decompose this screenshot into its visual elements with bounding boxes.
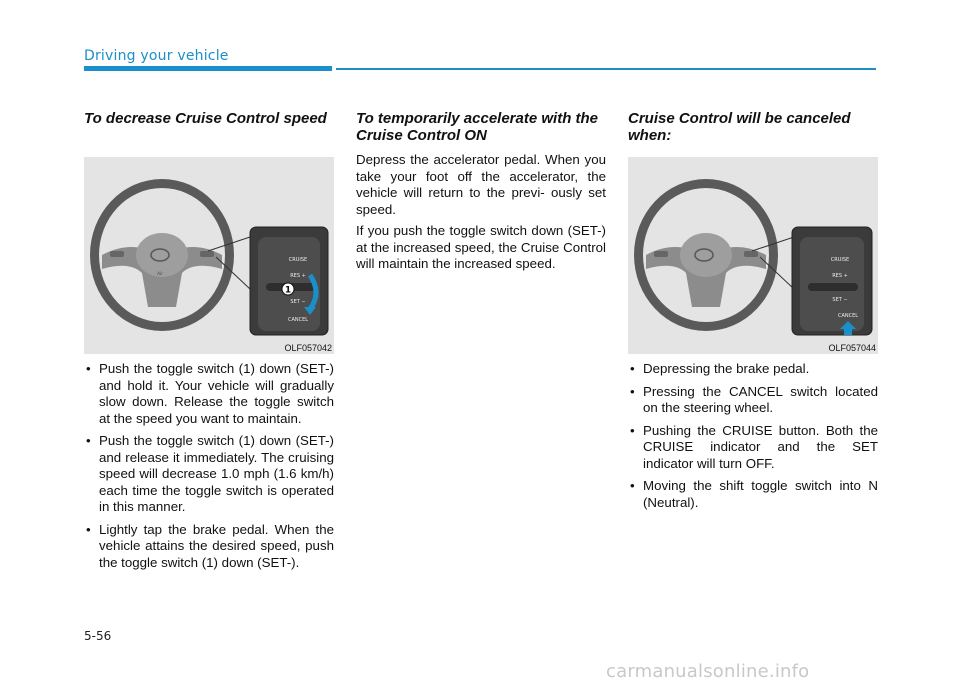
switch-label-res: RES + — [290, 273, 306, 279]
page-number: 5-56 — [84, 629, 112, 643]
switch-label-res: RES + — [832, 273, 848, 279]
switch-label-set: SET − — [290, 299, 306, 305]
switch-label-cruise: CRUISE — [288, 257, 308, 263]
list-item: • Pushing the CRUISE button. Both the CRUISE indicator and the SET indicator will turn OFF. — [630, 422, 878, 471]
header-rule-thick — [84, 66, 332, 71]
switch-label-cancel: CANCEL — [837, 313, 859, 319]
list-item: • Lightly tap the brake pedal. When the vehicle attains the desired speed, push the toggle switch (1) down (SET-). — [86, 521, 334, 570]
paragraph: If you push the toggle switch down (SET-) at the increased speed, the Cruise Control will maintain the increased speed. — [356, 223, 606, 271]
switch-label-cancel: CANCEL — [287, 317, 309, 323]
decrease-speed-list — [84, 361, 334, 577]
steering-wheel-illustration — [628, 157, 878, 342]
column-decrease-speed — [84, 110, 334, 127]
figure-code: OLF057044 — [828, 343, 876, 353]
paragraph: Depress the accelerator pedal. When you take your foot off the accelerator, the vehicle will return to the previ- ously set speed. — [356, 152, 606, 217]
switch-label-set: SET − — [832, 297, 848, 303]
list-item: • Depressing the brake pedal. — [630, 361, 810, 376]
list-item: • Push the toggle switch (1) down (SET-) and release it immediately. The cruising speed will decrease 1.0 mph (1.6 km/h) each time the toggle switch is operated in this manner. — [86, 433, 334, 514]
list-item: • Push the toggle switch (1) down (SET-) and hold it. Your vehicle will gradually slow down. Release the toggle switch at the speed you want to maintain. — [86, 361, 334, 426]
list-item: • Pressing the CANCEL switch located on the steering wheel. — [630, 383, 878, 415]
heading-decrease-speed: To decrease Cruise Control speed — [84, 110, 327, 127]
header-rule-thin — [336, 68, 876, 70]
switch-label-cruise: CRUISE — [830, 257, 850, 263]
steering-wheel-illustration — [84, 157, 334, 342]
cancel-conditions-list — [628, 361, 878, 517]
section-title: Driving your vehicle — [84, 48, 229, 64]
column-temporarily-accelerate — [356, 110, 606, 278]
heading-temporarily-accelerate: To temporarily accelerate with the Cruise Control ON — [356, 110, 599, 144]
list-item: • Moving the shift toggle switch into N (Neutral). — [630, 478, 878, 510]
column-cancel-conditions — [628, 110, 878, 144]
figure-code: OLF057042 — [284, 343, 332, 353]
svg-text:Air: Air — [157, 271, 163, 276]
steering-wheel-figure-set — [84, 157, 334, 354]
steering-wheel-figure-cancel — [628, 157, 878, 354]
watermark[interactable]: carmanualsonline.info — [606, 661, 810, 682]
heading-cancel-conditions: Cruise Control will be canceled when: — [628, 110, 851, 144]
callout-number: 1 — [284, 285, 292, 296]
